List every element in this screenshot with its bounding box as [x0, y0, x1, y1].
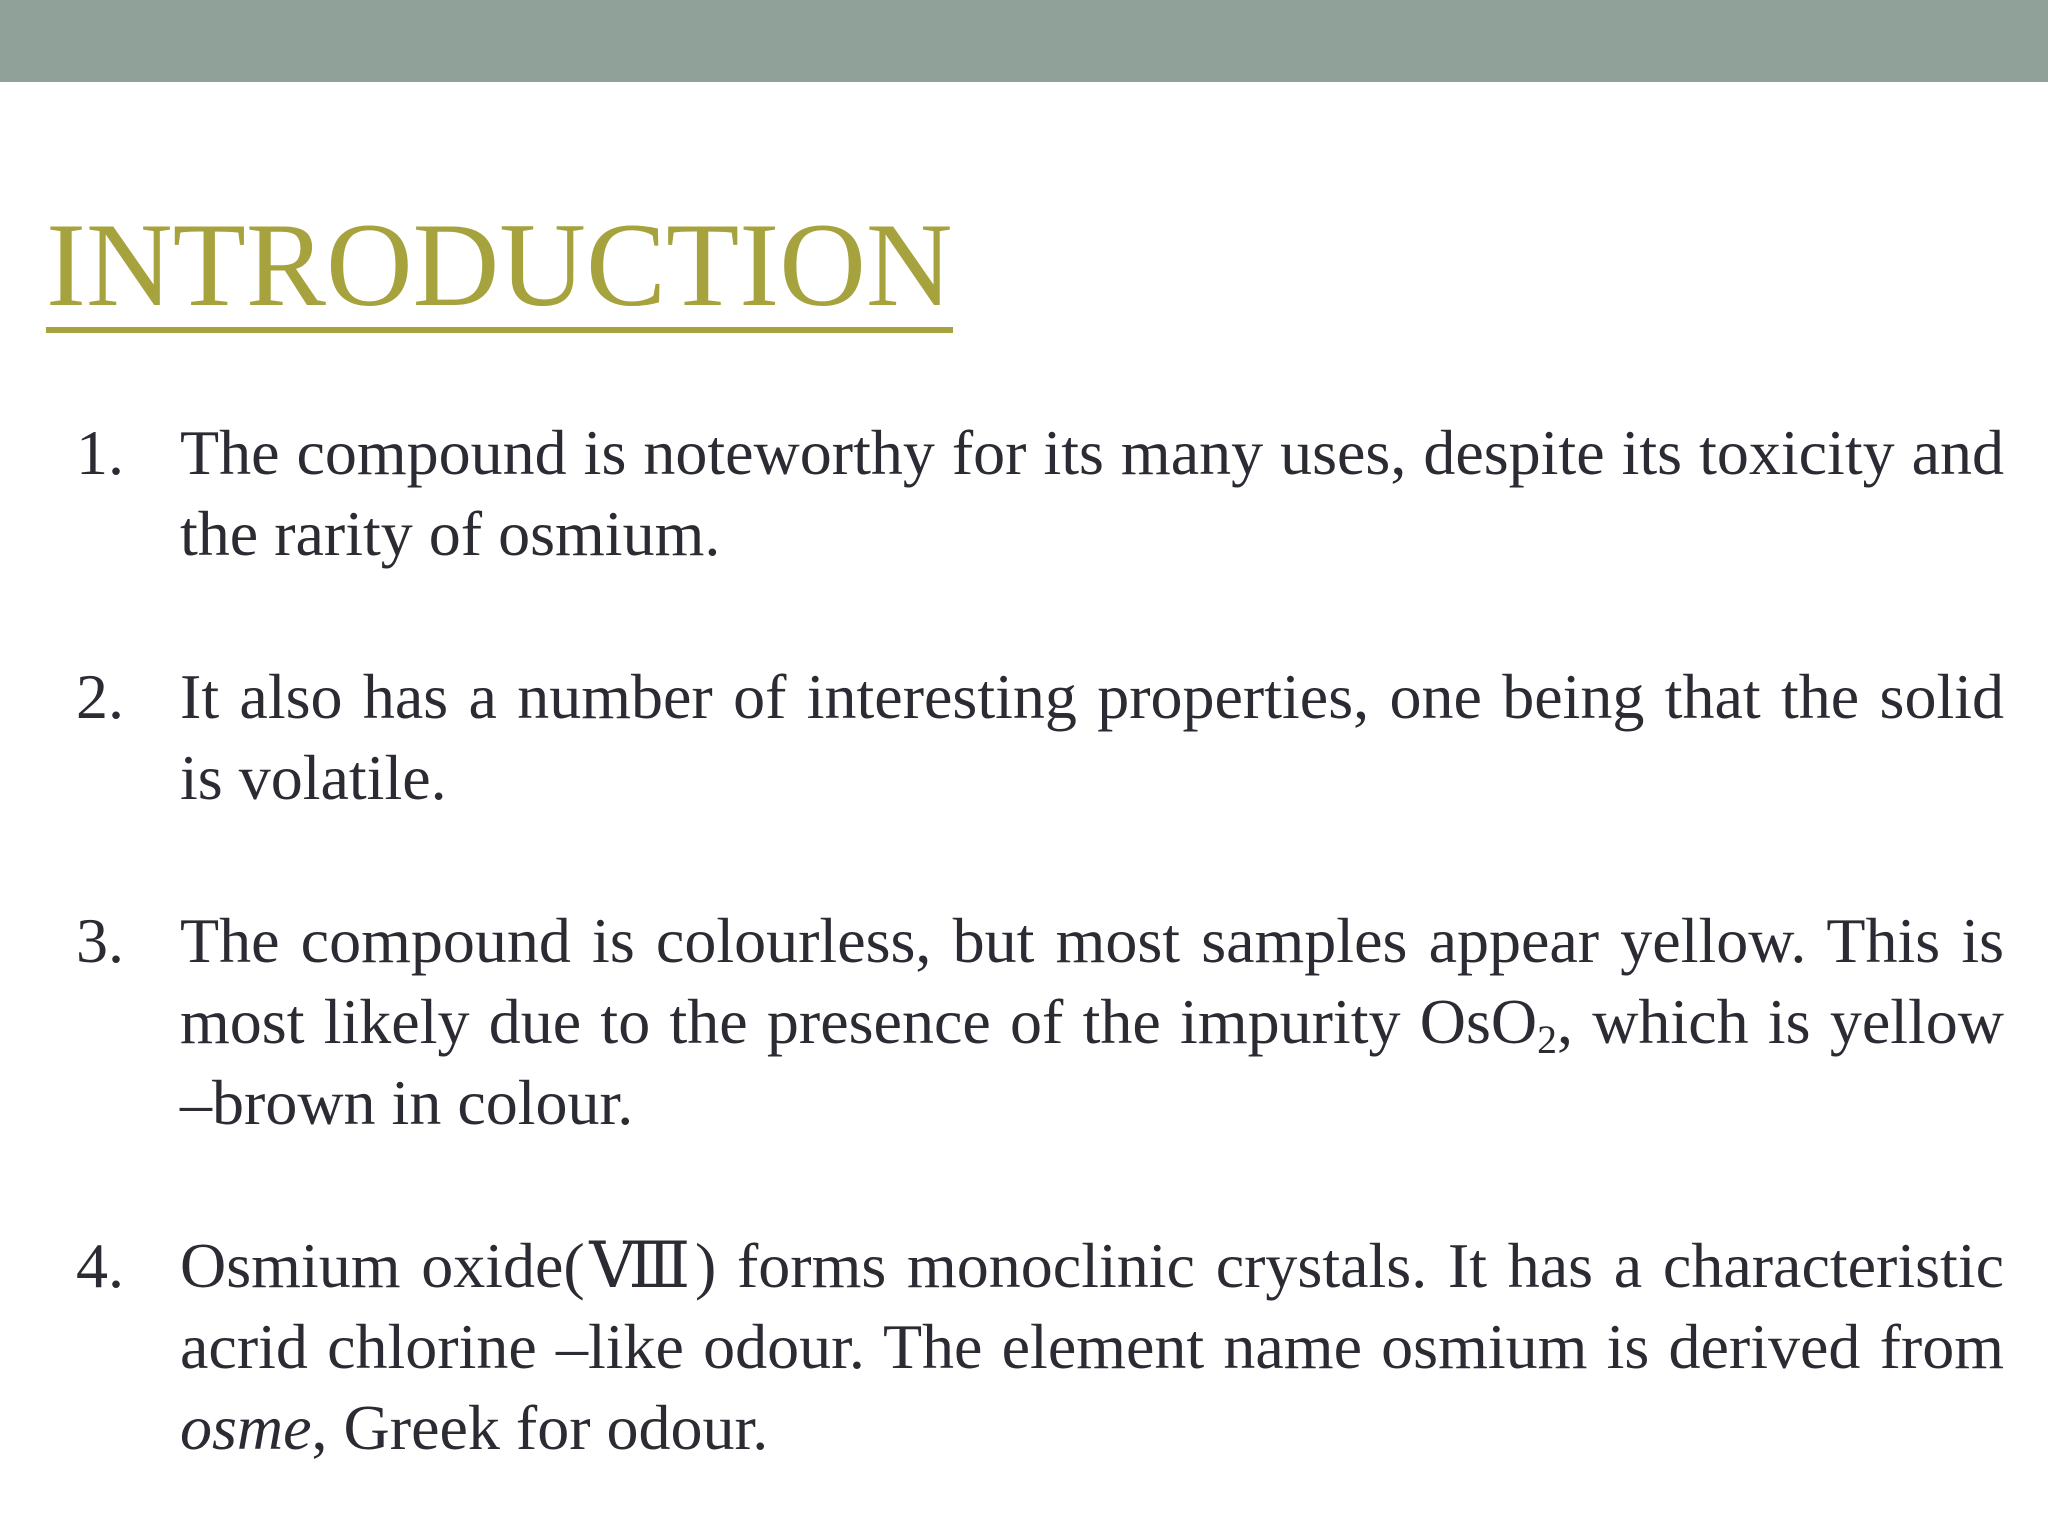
list-text-before: Osmium oxide(Ⅷ) forms monoclinic crystals. It has a characteristic acrid chlorine –like odour. The element name osmium is derived from — [180, 1230, 2004, 1382]
list-item-2 — [76, 656, 2004, 818]
list-number: 1. — [76, 417, 124, 488]
list-number: 2. — [76, 661, 124, 732]
list-text-after: , Greek for odour. — [311, 1392, 769, 1463]
list-number: 4. — [76, 1230, 124, 1301]
list-item-1 — [76, 412, 2004, 574]
list-text: It also has a number of interesting properties, one being that the solid is volatile. — [180, 661, 2004, 813]
top-decorative-bar — [0, 0, 2048, 82]
list-text-after: , which is yellow –brown in colour. — [180, 986, 2005, 1138]
slide-title: INTRODUCTION — [46, 198, 953, 331]
list-item-4 — [76, 1225, 2004, 1468]
list-number: 3. — [76, 905, 124, 976]
list-text — [180, 900, 2004, 1143]
numbered-list — [76, 412, 2004, 1468]
list-text-before: The compound is colourless, but most samples appear yellow. This is most likely due to the presence of the impurity OsO — [180, 905, 2004, 1057]
chemical-subscript: 2 — [1537, 1017, 1557, 1062]
list-item-3 — [76, 900, 2004, 1143]
italic-term: osme — [180, 1392, 312, 1463]
list-text: The compound is noteworthy for its many uses, despite its toxicity and the rarity of osmium. — [180, 417, 2004, 569]
list-text — [180, 1225, 2004, 1468]
